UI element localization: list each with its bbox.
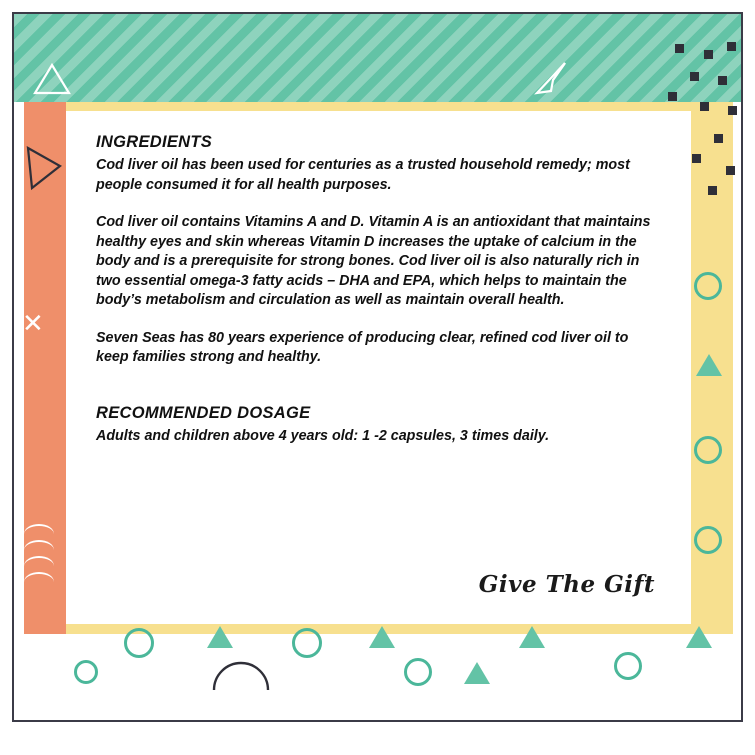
ingredients-text-card (66, 111, 691, 624)
poster-frame (12, 12, 743, 722)
circle-outline-icon (124, 628, 154, 658)
circle-outline-icon (292, 628, 322, 658)
section-heading-recommended-dosage: RECOMMENDED DOSAGE (96, 403, 311, 422)
poster-canvas (12, 12, 743, 722)
ingredients-paragraph-1: Cod liver oil has been used for centuries as a trusted household remedy; most people consumed it for all health purposes. (96, 157, 630, 193)
square-dot (718, 76, 727, 85)
square-dot (675, 44, 684, 53)
square-dot (704, 50, 713, 59)
triangle-filled-icon (696, 354, 722, 376)
circle-outline-icon (614, 652, 642, 680)
circle-outline-icon (694, 272, 722, 300)
triangle-outline-icon (32, 62, 72, 96)
circle-outline-icon (404, 658, 432, 686)
triangle-outline-icon (20, 144, 64, 192)
triangle-filled-icon (207, 626, 233, 648)
square-dot (708, 186, 717, 195)
right-white-sliver (733, 102, 741, 634)
signature-give-the-gift: Give The Gift (478, 571, 655, 598)
square-dot (726, 166, 735, 175)
square-dot (690, 72, 699, 81)
section-heading-ingredients: INGREDIENTS (96, 133, 213, 151)
square-dot (714, 134, 723, 143)
circle-outline-icon (74, 660, 98, 684)
triangle-filled-icon (464, 662, 490, 684)
triangle-filled-icon (369, 626, 395, 648)
square-dot (668, 92, 677, 101)
circle-outline-icon (694, 526, 722, 554)
square-dot (700, 102, 709, 111)
dosage-paragraph-1: Adults and children above 4 years old: 1 -2 capsules, 3 times daily. (96, 427, 550, 444)
square-dot (727, 42, 736, 51)
paragraph-spacer (96, 311, 661, 329)
square-dot (692, 154, 701, 163)
green-striped-band (14, 14, 741, 102)
ingredients-paragraph-3: Seven Seas has 80 years experience of producing clear, refined cod liver oil to keep families strong and healthy. (96, 329, 629, 365)
x-mark-icon: ✕ (22, 308, 44, 338)
arch-outline-icon (210, 654, 272, 692)
ingredients-paragraph-2: Cod liver oil contains Vitamins A and D. Vitamin A is an antioxidant that maintains healthy eyes and skin whereas Vitamin D increases the uptake of calcium in the body and is a prerequisite for strong bones. Cod liver oil is also naturally rich in two essential omega-3 fatty acids – DHA and EPA, which helps to maintain the body’s metabolism and circulation as well as maintain overall health. (96, 214, 651, 308)
triangle-filled-icon (519, 626, 545, 648)
circle-outline-icon (694, 436, 722, 464)
section-spacer (96, 368, 661, 404)
triangle-filled-icon (686, 626, 712, 648)
paper-plane-icon (531, 60, 573, 100)
paragraph-spacer (96, 195, 661, 213)
square-dot (728, 106, 737, 115)
